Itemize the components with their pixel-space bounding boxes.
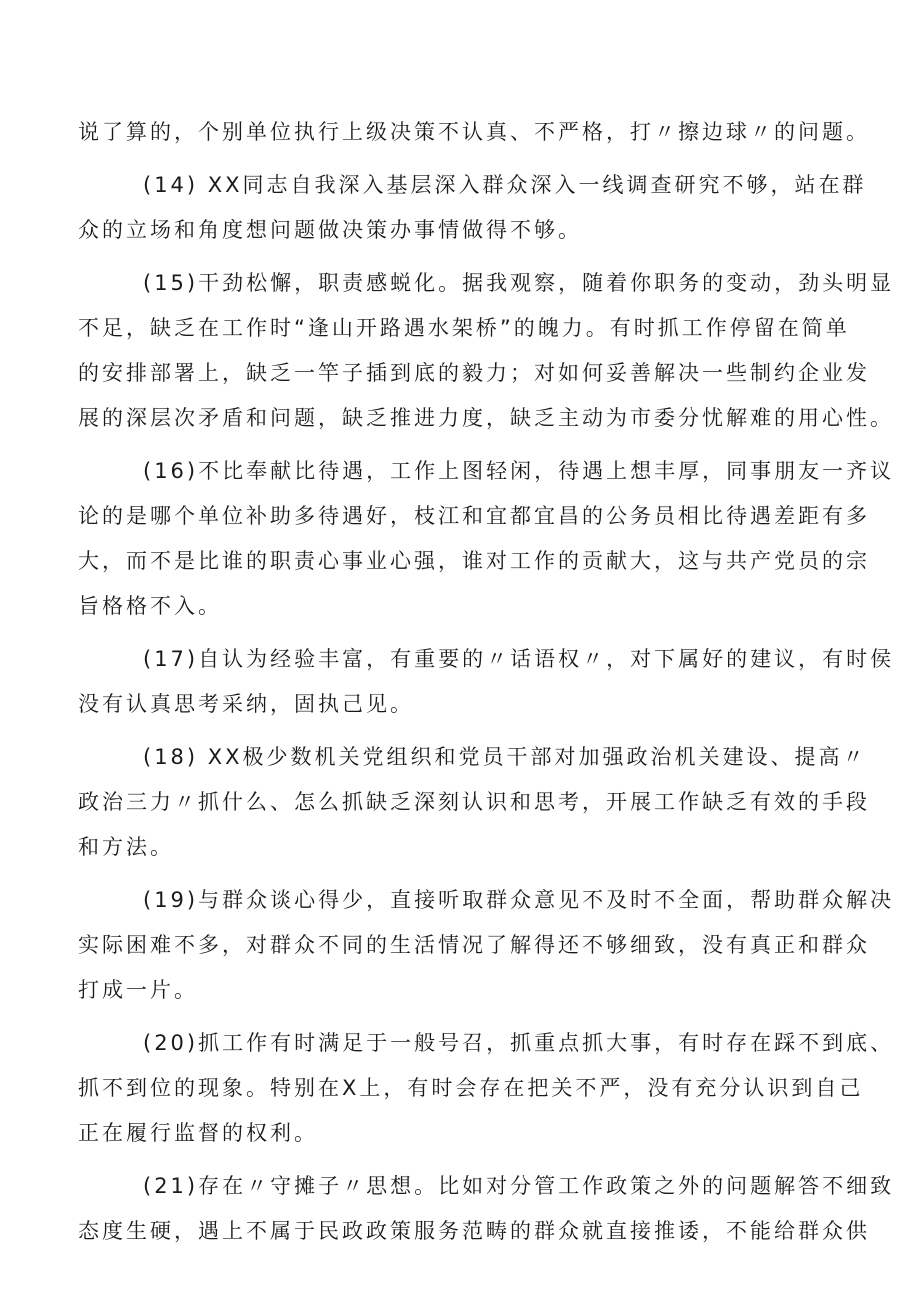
text-line: 展的深层次矛盾和问题，缺乏推进力度，缺乏主动为市委分忧解难的用心性。: [78, 406, 894, 430]
text-line: 政治三力〃抓什么、怎么抓缺乏深刻认识和思考，开展工作缺乏有效的手段: [78, 790, 870, 814]
text-line: 不足，缺乏在工作时“逢山开路遇水架桥”的魄力。有时抓工作停留在简单: [78, 316, 850, 340]
text-line: 众的立场和角度想问题做决策办事情做得不够。: [78, 218, 582, 242]
paragraph-gap: [78, 870, 852, 878]
text-line: (18) XX极少数机关党组织和党员干部对加强政治机关建设、提高〃: [143, 745, 867, 769]
text-line: 和方法。: [78, 835, 174, 859]
text-line: 正在履行监督的权利。: [78, 1121, 318, 1145]
text-line: 态度生硬，遇上不属于民政政策服务范畴的群众就直接推诿，不能给群众供: [78, 1219, 870, 1243]
document-body: [78, 110, 895, 1254]
paragraph-gap: [78, 1013, 852, 1021]
text-line: (15)干劲松懈，职责感蜕化。据我观察，随着你职务的变动，劲头明显: [143, 271, 895, 295]
text-line: (17)自认为经验丰富，有重要的〃话语权〃，对下属好的建议，有时侯: [143, 647, 895, 671]
paragraph-gap: [78, 155, 852, 163]
text-line: 实际困难不多，对群众不同的生活情况了解得还不够细致，没有真正和群众: [78, 933, 870, 957]
text-line: 旨格格不入。: [78, 594, 222, 618]
paragraph-gap: [78, 253, 852, 261]
text-line: (19)与群众谈心得少，直接听取群众意见不及时不全面，帮助群众解决: [143, 888, 895, 912]
text-line: 抓不到位的现象。特别在X上，有时会存在把关不严，没有充分认识到自己: [78, 1076, 864, 1100]
text-line: (20)抓工作有时满足于一般号召，抓重点抓大事，有时存在踩不到底、: [143, 1031, 895, 1055]
paragraph-gap: [78, 727, 852, 735]
text-line: 没有认真思考采纳，固执己见。: [78, 692, 414, 716]
text-line: (21)存在〃守摊子〃思想。比如对分管工作政策之外的问题解答不细致: [143, 1174, 895, 1198]
text-line: 论的是哪个单位补助多待遇好，枝江和宜都宜昌的公务员相比待遇差距有多: [78, 504, 870, 528]
text-line: 打成一片。: [78, 978, 198, 1002]
paragraph-gap: [78, 441, 852, 449]
paragraph-gap: [78, 629, 852, 637]
text-line: 的安排部署上，缺乏一竿子插到底的毅力；对如何妥善解决一些制约企业发: [78, 361, 870, 385]
text-line: (16)不比奉献比待遇，工作上图轻闲，待遇上想丰厚，同事朋友一齐议: [143, 459, 895, 483]
text-line: 说了算的，个别单位执行上级决策不认真、不严格，打〃擦边球〃的问题。: [78, 120, 870, 144]
paragraph-gap: [78, 1156, 852, 1164]
text-line: (14) XX同志自我深入基层深入群众深入一线调查研究不够，站在群: [143, 173, 867, 197]
text-line: 大，而不是比谁的职责心事业心强，谁对工作的贡献大，这与共产党员的宗: [78, 549, 870, 573]
